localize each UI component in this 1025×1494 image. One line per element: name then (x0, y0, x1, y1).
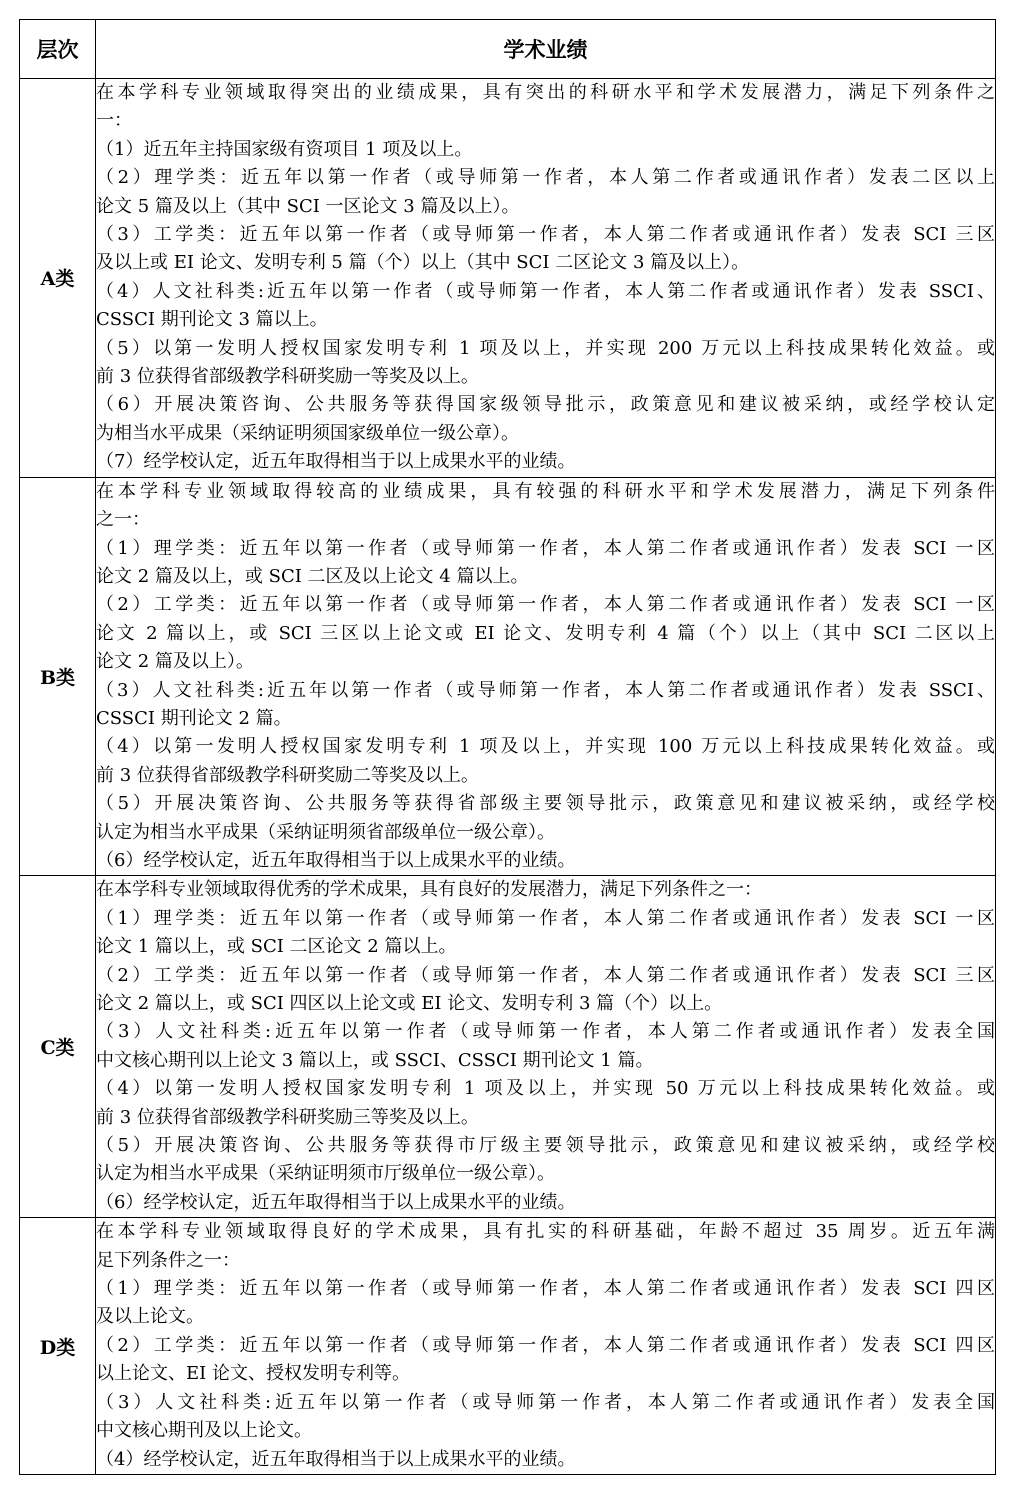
criteria-line: （2）工学类：近五年以第一作者（或导师第一作者，本人第二作者或通讯作者）发表 SCI 四区 (96, 1334, 995, 1356)
criteria-line: （1）近五年主持国家级有资项目 1 项及以上。 (96, 138, 473, 160)
criteria-line: 论文 2 篇及以上，或 SCI 二区及以上论文 4 篇以上。 (96, 565, 529, 587)
criteria-line: （2）工学类：近五年以第一作者（或导师第一作者，本人第二作者或通讯作者）发表 SCI 一区 (96, 594, 995, 616)
criteria-line: 在本学科专业领域取得良好的学术成果，具有扎实的科研基础，年龄不超过 35 周岁。近五年满 (96, 1221, 995, 1243)
table-row (20, 477, 996, 876)
criteria-line: CSSCI 期刊论文 2 篇。 (96, 707, 292, 729)
criteria-line: 在本学科专业领域取得较高的业绩成果，具有较强的科研水平和学术发展潜力，满足下列条件 (96, 480, 995, 502)
criteria-cell (96, 477, 996, 876)
criteria-line: 中文核心期刊及以上论文。 (96, 1420, 312, 1442)
criteria-cell (96, 1218, 996, 1475)
criteria-line: （5）以第一发明人授权国家发明专利 1 项及以上，并实现 200 万元以上科技成果转化效益。或 (96, 337, 995, 359)
criteria-line: （2）工学类：近五年以第一作者（或导师第一作者，本人第二作者或通讯作者）发表 SCI 三区 (96, 964, 995, 986)
criteria-line: 在本学科专业领域取得突出的业绩成果，具有突出的科研水平和学术发展潜力，满足下列条件之 (96, 82, 995, 103)
academic-achievement-table (19, 19, 996, 1475)
criteria-line: （5）开展决策咨询、公共服务等获得省部级主要领导批示，政策意见和建议被采纳，或经学校 (96, 793, 995, 815)
criteria-line: （3）人文社科类:近五年以第一作者（或导师第一作者，本人第二作者或通讯作者）发表 SSCI、 (96, 679, 995, 701)
level-cell: B类 (20, 477, 96, 876)
criteria-line: 中文核心期刊以上论文 3 篇以上，或 SSCI、CSSCI 期刊论文 1 篇。 (96, 1049, 654, 1071)
criteria-cell (96, 79, 996, 478)
criteria-line: 以上论文、EI 论文、授权发明专利等。 (96, 1363, 410, 1385)
criteria-line: （4）以第一发明人授权国家发明专利 1 项及以上，并实现 50 万元以上科技成果转化效益。或 (96, 1078, 995, 1100)
table-row (20, 1218, 996, 1475)
criteria-line: （4）人文社科类:近五年以第一作者（或导师第一作者，本人第二作者或通讯作者）发表 SSCI、 (96, 280, 995, 302)
criteria-line: （1）理学类：近五年以第一作者（或导师第一作者，本人第二作者或通讯作者）发表 SCI 四区 (96, 1278, 995, 1300)
criteria-line: （1）理学类：近五年以第一作者（或导师第一作者，本人第二作者或通讯作者）发表 SCI 一区 (96, 537, 995, 559)
criteria-line: （1）理学类：近五年以第一作者（或导师第一作者，本人第二作者或通讯作者）发表 SCI 一区 (96, 907, 995, 929)
criteria-line: （7）经学校认定，近五年取得相当于以上成果水平的业绩。 (96, 451, 576, 473)
criteria-line: 论文 1 篇以上，或 SCI 二区论文 2 篇以上。 (96, 936, 457, 958)
criteria-line: 之一： (96, 509, 150, 531)
criteria-line: （3）人文社科类:近五年以第一作者（或导师第一作者，本人第二作者或通讯作者）发表全国 (96, 1391, 995, 1413)
table-header-row (20, 20, 996, 79)
criteria-line: （4）经学校认定，近五年取得相当于以上成果水平的业绩。 (96, 1448, 576, 1470)
criteria-line: （2）理学类：近五年以第一作者（或导师第一作者，本人第二作者或通讯作者）发表二区以上 (96, 167, 995, 189)
level-cell: D类 (20, 1218, 96, 1475)
criteria-line: 及以上或 EI 论文、发明专利 5 篇（个）以上（其中 SCI 二区论文 3 篇及以上）。 (96, 252, 750, 274)
level-cell: C类 (20, 876, 96, 1218)
criteria-line: 前 3 位获得省部级教学科研奖励二等奖及以上。 (96, 764, 479, 786)
criteria-line: 认定为相当水平成果（采纳证明须市厅级单位一级公章）。 (96, 1163, 555, 1185)
criteria-line: （3）人文社科类:近五年以第一作者（或导师第一作者，本人第二作者或通讯作者）发表全国 (96, 1021, 995, 1043)
criteria-cell (96, 876, 996, 1218)
criteria-line: （3）工学类：近五年以第一作者（或导师第一作者，本人第二作者或通讯作者）发表 SCI 三区 (96, 224, 995, 246)
criteria-line: 论文 2 篇以上，或 SCI 四区以上论文或 EI 论文、发明专利 3 篇（个）以上。 (96, 993, 723, 1014)
criteria-line: CSSCI 期刊论文 3 篇以上。 (96, 309, 328, 331)
criteria-line: （5）开展决策咨询、公共服务等获得市厅级主要领导批示，政策意见和建议被采纳，或经学校 (96, 1135, 995, 1157)
criteria-line: （6）经学校认定，近五年取得相当于以上成果水平的业绩。 (96, 849, 576, 871)
criteria-line: （4）以第一发明人授权国家发明专利 1 项及以上，并实现 100 万元以上科技成果转化效益。或 (96, 736, 995, 758)
criteria-line: 前 3 位获得省部级教学科研奖励三等奖及以上。 (96, 1106, 479, 1128)
table-row (20, 79, 996, 478)
criteria-line: 为相当水平成果（采纳证明须国家级单位一级公章）。 (96, 422, 519, 444)
criteria-line: 论文 5 篇及以上（其中 SCI 一区论文 3 篇及以上）。 (96, 195, 520, 217)
level-header: 层次 (20, 20, 96, 79)
criteria-line: （6）开展决策咨询、公共服务等获得国家级领导批示，政策意见和建议被采纳，或经学校认定 (96, 394, 995, 416)
criteria-line: 及以上论文。 (96, 1306, 204, 1328)
criteria-line: 在本学科专业领域取得优秀的学术成果，具有良好的发展潜力，满足下列条件之一： (96, 879, 762, 901)
table-row (20, 876, 996, 1218)
criteria-line: 论文 2 篇以上，或 SCI 三区以上论文或 EI 论文、发明专利 4 篇（个）以上（其中 SCI 二区以上 (96, 622, 995, 644)
criteria-line: 前 3 位获得省部级教学科研奖励一等奖及以上。 (96, 366, 479, 388)
criteria-line: （6）经学校认定，近五年取得相当于以上成果水平的业绩。 (96, 1191, 576, 1213)
criteria-line: 足下列条件之一： (96, 1249, 240, 1271)
achievement-header: 学术业绩 (96, 20, 996, 79)
level-cell: A类 (20, 79, 96, 478)
criteria-line: 一： (96, 110, 132, 132)
criteria-line: 论文 2 篇及以上）。 (96, 651, 254, 673)
table-body (20, 79, 996, 1475)
criteria-line: 认定为相当水平成果（采纳证明须省部级单位一级公章）。 (96, 821, 555, 843)
